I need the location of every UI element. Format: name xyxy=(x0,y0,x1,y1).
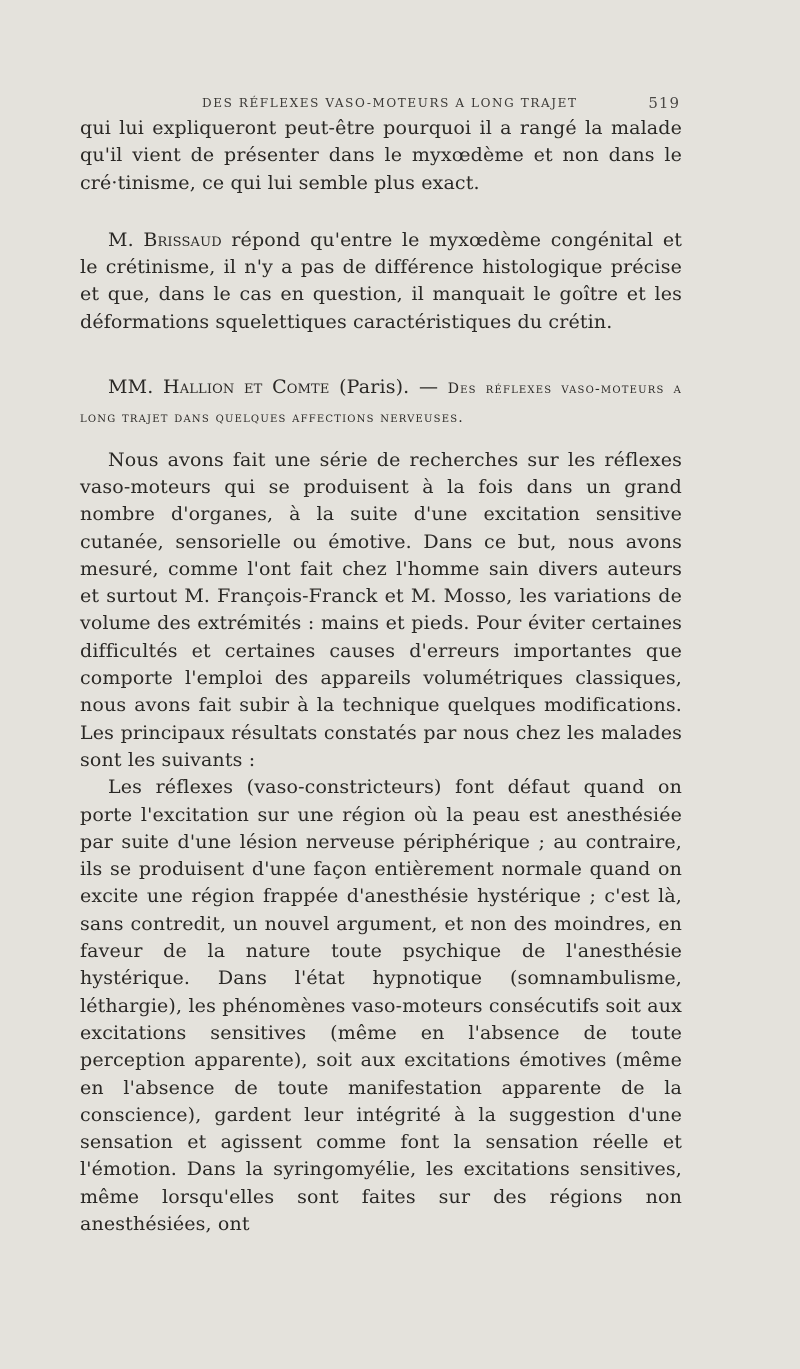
authors: MM. Hallion et Comte xyxy=(108,376,330,399)
paragraph-results: Les réflexes (vaso-constricteurs) font défaut quand on porte l'excitation sur une région où la peau est anesthésiée par suite d'une lésion nerveuse périphérique ; au contraire, ils se produisent d'une façon entièrement normale quand on excite une région frappée d'anesthésie hystérique ; c'est là, sans contredit, un nouvel argument, et non des moindres, en faveur de la nature toute psychique de l'anesthésie hystérique. Dans l'état hypnotique (somnambulisme, léthargie), les phénomènes vaso-moteurs consécutifs soit aux excitations sensitives (même en l'absence de toute perception apparente), soit aux excitations émotives (même en l'absence de toute manifestation apparente de la conscience), gardent leur intégrité à la suggestion d'une sensation et agissent comme font la sensation réelle et l'émotion. Dans la syringomyélie, les excitations sensitives, même lorsqu'elles sont faites sur des régions non anesthésiées, ont xyxy=(80,776,682,1235)
paragraph-brissaud xyxy=(80,227,682,336)
speaker-name: M. Brissaud xyxy=(108,228,222,251)
paragraph-text: répond qu'entre le myxœdème congénital et le crétinisme, il n'y a pas de différence histologique précise et que, dans le cas en question, il manquait le goître et les déformations squelettiques caractéristiques du crétin. xyxy=(80,228,682,333)
location: (Paris). — xyxy=(329,376,448,399)
running-title: DES RÉFLEXES VASO-MOTEURS A LONG TRAJET xyxy=(202,96,578,110)
page-number: 519 xyxy=(648,94,680,112)
communication-heading xyxy=(80,374,682,433)
page-body xyxy=(80,115,682,1238)
communication-title: Des réflexes vaso-moteurs a long trajet dans quelques affections nerveuses. xyxy=(80,381,682,427)
paragraph-research: Nous avons fait une série de recherches sur les réflexes vaso-moteurs qui se produisent à la fois dans un grand nombre d'organes, à la suite d'une excitation sensitive cutanée, sensorielle ou émotive. Dans ce but, nous avons mesuré, comme l'ont fait chez l'homme sain divers auteurs et surtout M. François-Franck et M. Mosso, les variations de volume des extrémités : mains et pieds. Pour éviter certaines difficultés et certaines causes d'erreurs importantes que comporte l'emploi des appareils volumétriques classiques, nous avons fait subir à la technique quelques modifications. Les principaux résultats constatés par nous chez les malades sont les suivants : xyxy=(80,448,682,771)
page-header xyxy=(80,96,680,116)
paragraph-continuation: qui lui expliqueront peut-être pourquoi il a rangé la malade qu'il vient de présenter dans le myxœdème et non dans le cré·tinisme, ce qui lui semble plus exact. xyxy=(80,117,682,194)
